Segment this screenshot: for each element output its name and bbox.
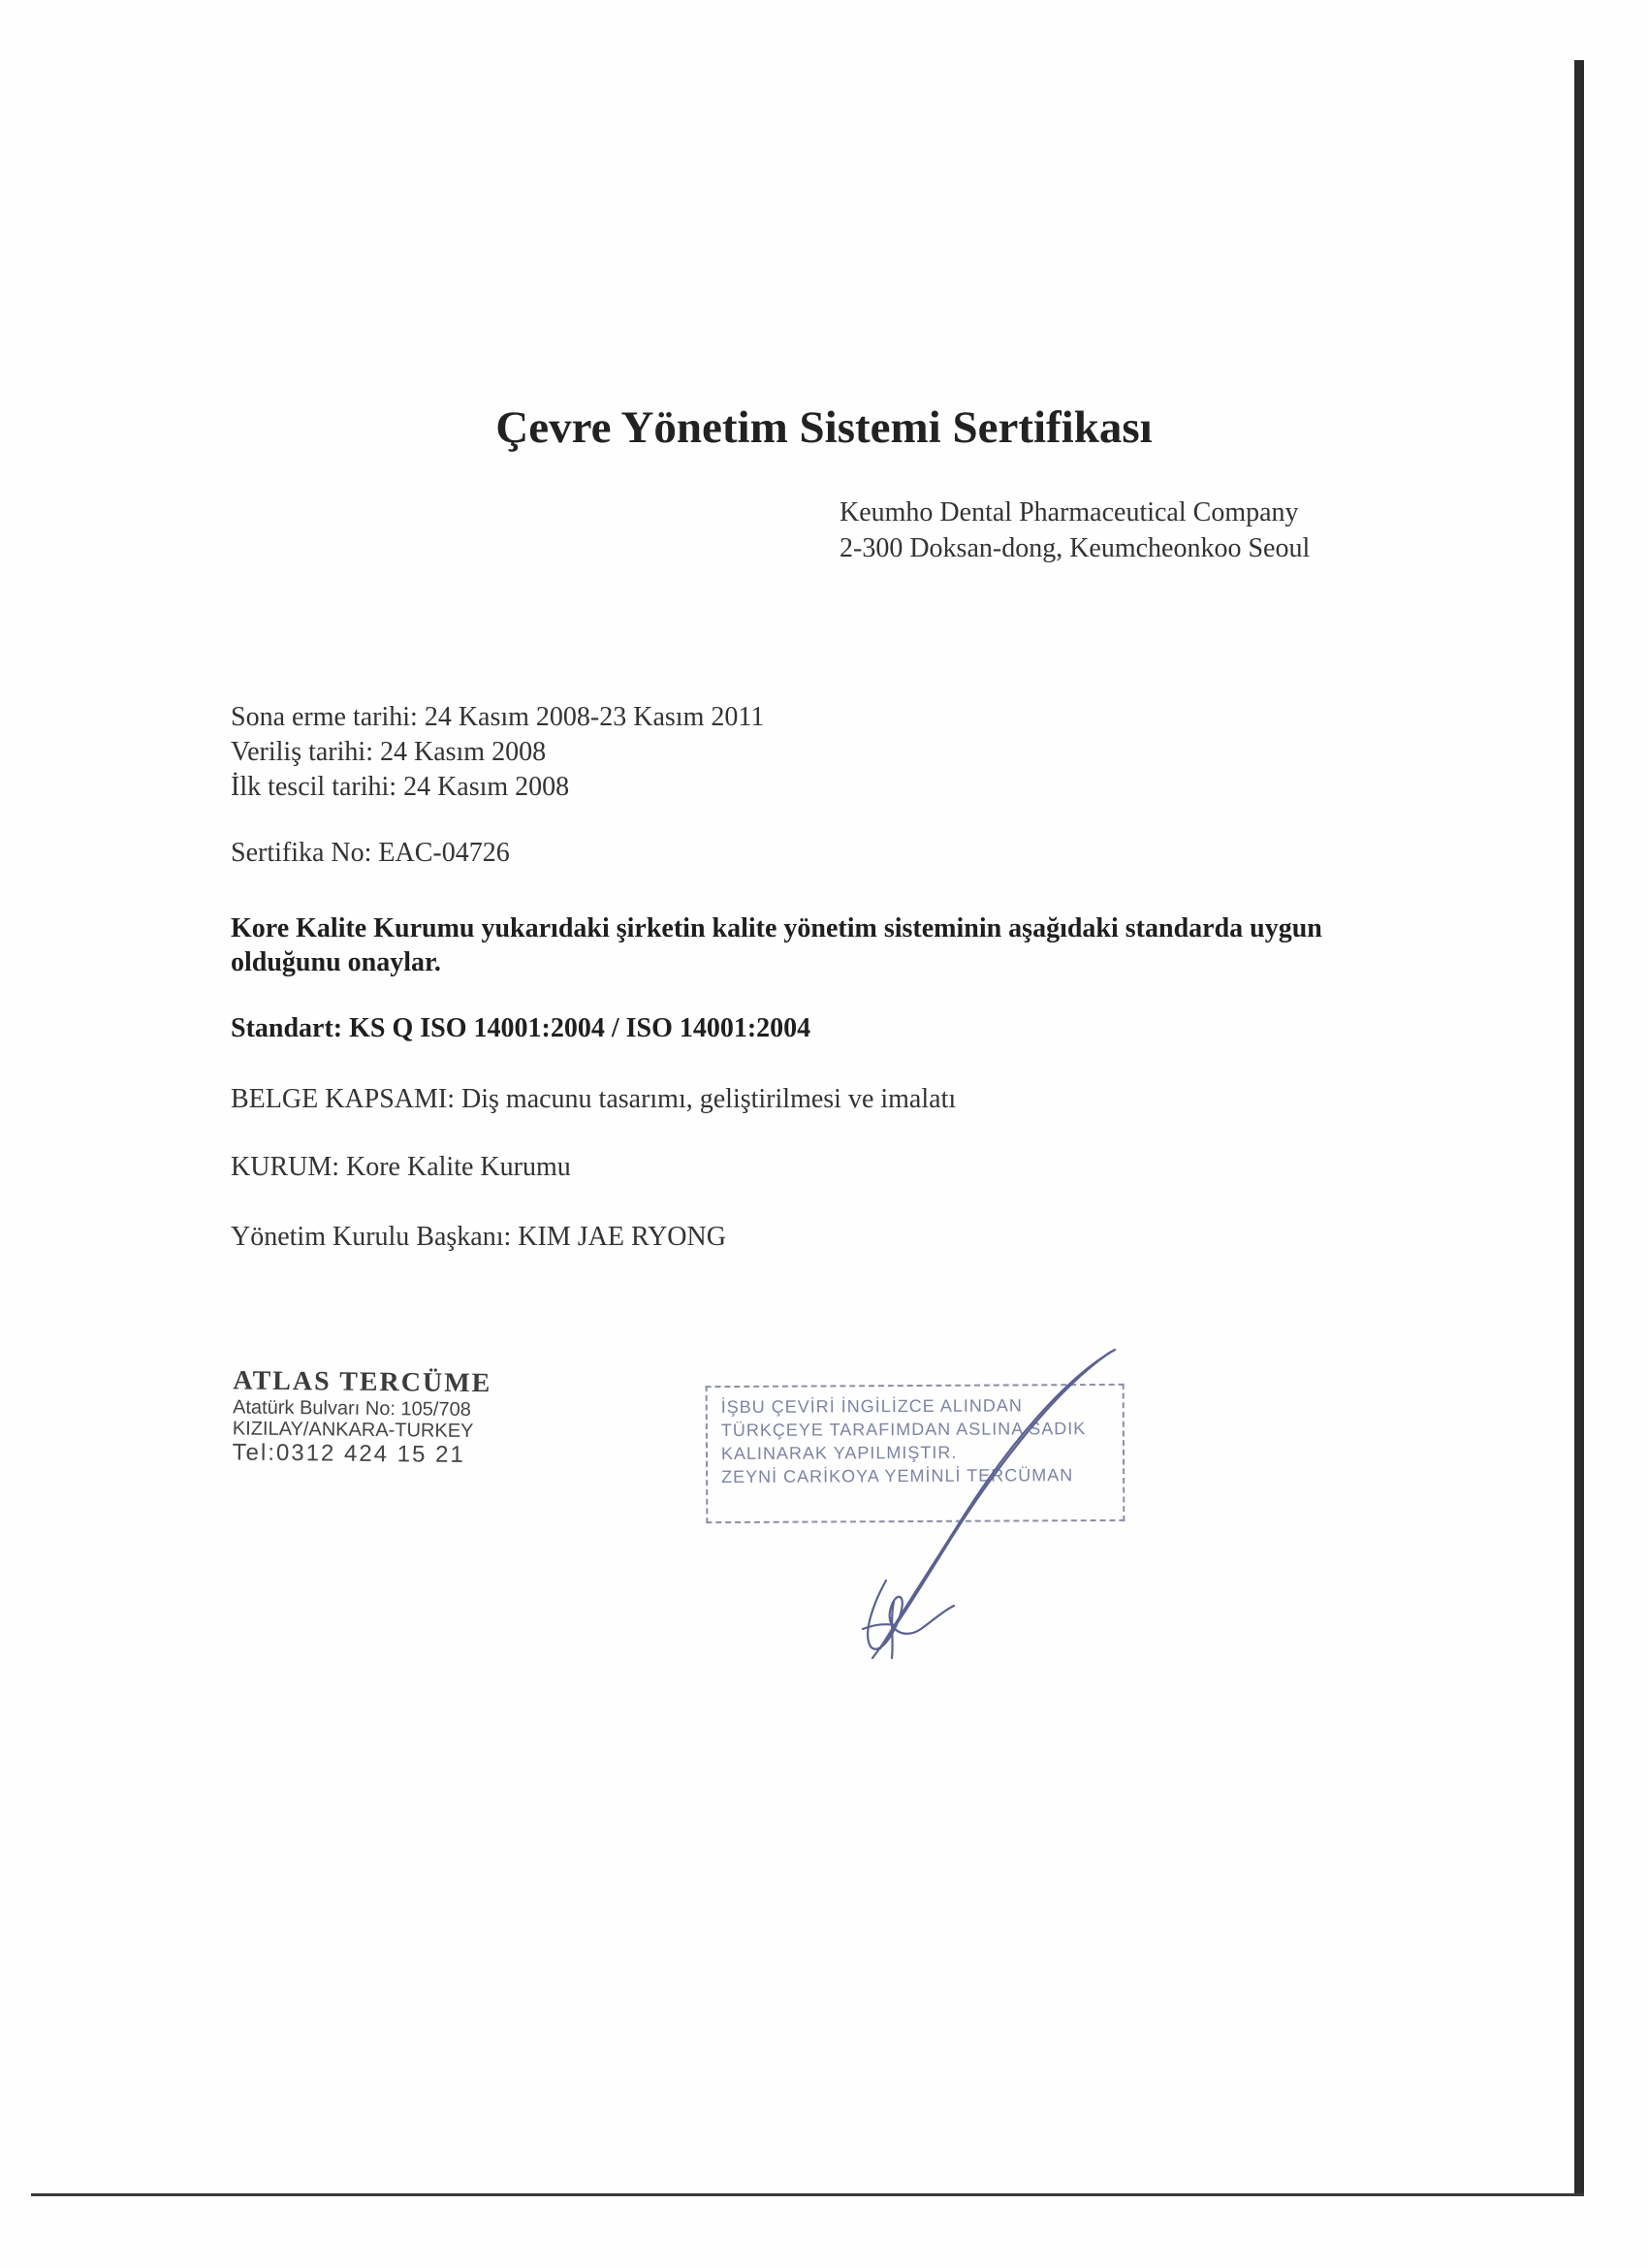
certification-stamp-line: KALINARAK YAPILMIŞTIR. [720, 1442, 958, 1464]
dates-block [231, 700, 764, 805]
certification-stamp-line: TÜRKÇEYE TARAFIMDAN ASLINA SADIK [720, 1419, 1087, 1441]
company-address: 2-300 Doksan-dong, Keumcheonkoo Seoul [840, 533, 1311, 563]
issue-date: Veriliş tarihi: 24 Kasım 2008 [231, 737, 547, 767]
certificate-number: Sertifika No: EAC-04726 [231, 838, 510, 868]
expiry-date: Sona erme tarihi: 24 Kasım 2008-23 Kasım 2011 [231, 702, 765, 732]
company-name: Keumho Dental Pharmaceutical Company [840, 497, 1299, 527]
approval-statement: Kore Kalite Kurumu yukarıdaki şirketin kalite yönetim sisteminin aşağıdaki standarda uygun olduğunu onaylar. [231, 913, 1322, 977]
standard-line: Standart: KS Q ISO 14001:2004 / ISO 14001:2004 [231, 1013, 811, 1043]
certification-stamp-line: ZEYNİ CARİKOYA YEMİNLİ TERCÜMAN [721, 1465, 1074, 1487]
organization-line: KURUM: Kore Kalite Kurumu [231, 1152, 571, 1182]
handwritten-signature [834, 1338, 1144, 1668]
scope-line: BELGE KAPSAMI: Diş macunu tasarımı, geliştirilmesi ve imalatı [231, 1084, 957, 1114]
translator-address: Atatürk Bulvarı No: 105/708 [232, 1396, 471, 1421]
translator-tel: Tel:0312 424 15 21 [232, 1439, 465, 1468]
translator-stamp [232, 1365, 523, 1469]
scan-edge-bottom [31, 2193, 1584, 2196]
company-address-block [840, 495, 1310, 566]
first-registration-date: İlk tescil tarihi: 24 Kasım 2008 [231, 772, 570, 802]
certification-stamp-line: İŞBU ÇEVİRİ İNGİLİZCE ALINDAN [720, 1395, 1023, 1418]
chairman-line: Yönetim Kurulu Başkanı: KIM JAE RYONG [231, 1222, 726, 1252]
scan-edge-right [1574, 60, 1584, 2193]
document-title: Çevre Yönetim Sistemi Sertifikası [495, 402, 1153, 453]
translator-brand: ATLAS TERCÜME [233, 1365, 492, 1399]
translator-city: KIZILAY/ANKARA-TURKEY [232, 1418, 474, 1443]
